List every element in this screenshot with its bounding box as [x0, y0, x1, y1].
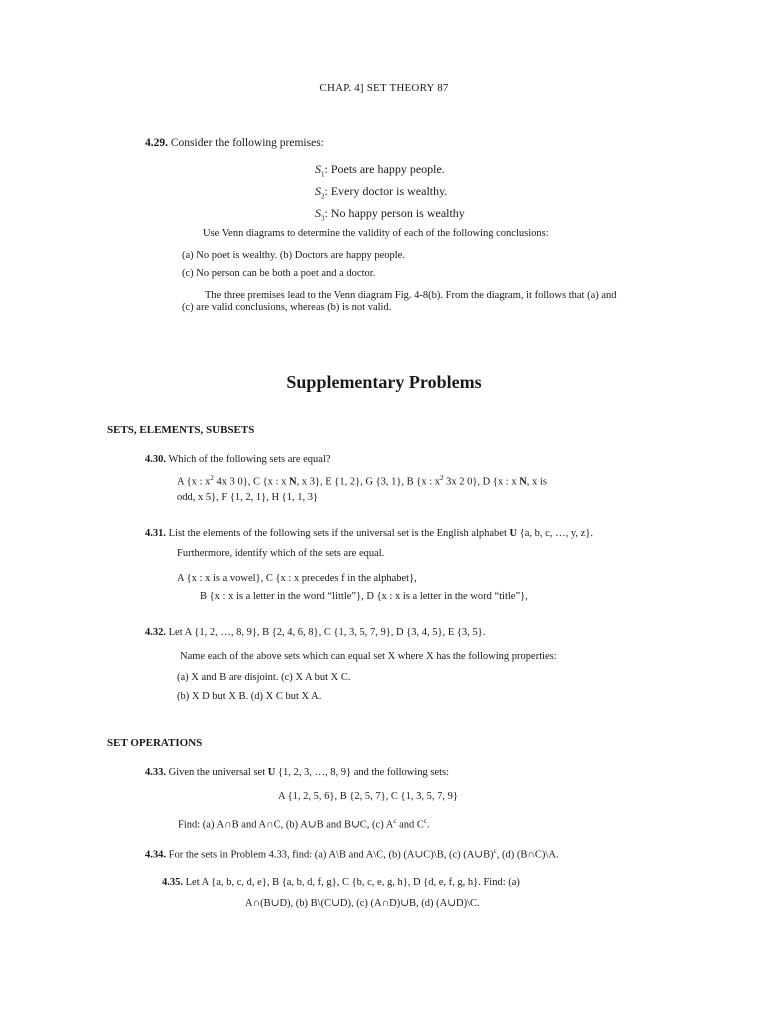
- superscript: 2: [210, 474, 214, 482]
- problem-4-34: [145, 847, 559, 861]
- supplementary-title: Supplementary Problems: [286, 372, 482, 392]
- premise-label: S: [315, 162, 321, 176]
- furthermore-line: Furthermore, identify which of the sets are equal.: [177, 548, 385, 559]
- premise-label: S: [315, 184, 321, 198]
- problem-4-31: [145, 528, 593, 539]
- sets-line-1: [177, 474, 547, 488]
- problem-number: 4.29.: [145, 137, 168, 149]
- universal-set-symbol: U: [509, 528, 518, 539]
- superscript: 2: [439, 474, 444, 482]
- properties-b-d: (b) X D but X B. (d) X C but X A.: [177, 691, 322, 702]
- set-text: , x 3}, E {1, 2}, G {3, 1}, B {x : x: [296, 476, 440, 488]
- set-text: , x is: [526, 476, 547, 488]
- problem-text: Given the universal set: [168, 767, 268, 778]
- problem-text: Let A {a, b, c, d, e}, B {a, b, d, f, g}, C {b, c, e, g, h}, D {d, e, f, g, h}. Find: (a): [185, 877, 520, 888]
- premise-text: : Every doctor is wealthy.: [324, 184, 448, 198]
- section-heading-sets: SETS, ELEMENTS, SUBSETS: [107, 424, 255, 436]
- premise-label: S: [315, 206, 321, 220]
- problem-number: 4.31.: [145, 528, 166, 539]
- conclusions-ab: (a) No poet is wealthy. (b) Doctors are happy people.: [182, 250, 405, 261]
- natural-numbers-symbol: N: [519, 476, 527, 488]
- problem-text: {a, b, c, …, y, z}.: [517, 528, 593, 539]
- set-text: 3x 2 0}, D {x : x: [443, 476, 520, 488]
- problem-text: {1, 2, 3, …, 8, 9} and the following sets:: [275, 767, 450, 778]
- complement-superscript: c: [493, 847, 497, 855]
- problem-text: For the sets in Problem 4.33, find: (a) A\B and A\C, (b) (A∪C)\B, (c) (A∪B): [168, 849, 494, 861]
- premise-text: : Poets are happy people.: [324, 162, 445, 176]
- problem-number: 4.33.: [145, 767, 166, 778]
- conclusion-c: (c) No person can be both a poet and a doctor.: [182, 268, 376, 279]
- problem-4-35: [162, 877, 520, 888]
- universal-set-symbol: U: [267, 767, 276, 778]
- problem-text: , (d) (B∩C)\A.: [496, 849, 559, 861]
- find-line: [178, 817, 430, 831]
- sets-line-2: odd, x 5}, F {1, 2, 1}, H {1, 1, 3}: [177, 492, 318, 503]
- premise-s2: [315, 184, 447, 200]
- properties-a-c: (a) X and B are disjoint. (c) X A but X C.: [177, 672, 351, 683]
- problem-number: 4.32.: [145, 627, 166, 638]
- premise-s1: [315, 162, 445, 178]
- problem-number: 4.34.: [145, 849, 166, 861]
- premise-subscript: 2: [321, 192, 325, 201]
- premise-text: : No happy person is wealthy: [324, 206, 465, 220]
- problem-4-29-intro: [145, 137, 324, 149]
- natural-numbers-symbol: N: [288, 476, 297, 488]
- name-sets-line: Name each of the above sets which can equal set X where X has the following properties:: [180, 651, 557, 662]
- sets-b-d: B {x : x is a letter in the word “little”}, D {x : x is a letter in the word “title”},: [200, 591, 528, 602]
- complement-superscript: c: [423, 817, 427, 825]
- find-text: .: [426, 819, 430, 831]
- set-text: 4x 3 0}, C {x : x: [213, 476, 289, 488]
- problem-4-32: [145, 627, 485, 638]
- find-text: Find: (a) A∩B and A∩C, (b) A∪B and B∪C, (c) A: [178, 819, 394, 831]
- problem-4-33: [145, 767, 449, 778]
- problem-text: List the elements of the following sets if the universal set is the English alphabet: [168, 528, 510, 539]
- venn-instruction: Use Venn diagrams to determine the validity of each of the following conclusions:: [203, 228, 549, 239]
- given-sets-line: A {1, 2, 5, 6}, B {2, 5, 7}, C {1, 3, 5, 7, 9}: [278, 791, 458, 802]
- answer-line-1: The three premises lead to the Venn diagram Fig. 4-8(b). From the diagram, it follows that (a) and: [205, 290, 617, 301]
- page-header: CHAP. 4] SET THEORY 87: [319, 82, 449, 94]
- premise-s3: [315, 206, 465, 222]
- problem-4-30: [145, 454, 331, 465]
- find-text: and C: [396, 819, 424, 831]
- problem-4-35-line-2: A∩(B∪D), (b) B\(C∪D), (c) (A∩D)∪B, (d) (A∪D)\C.: [245, 898, 480, 909]
- problem-text: Consider the following premises:: [170, 137, 324, 149]
- sets-a-c: A {x : x is a vowel}, C {x : x precedes f in the alphabet},: [177, 573, 417, 584]
- problem-number: 4.30.: [145, 454, 166, 465]
- set-text: A {x : x: [177, 476, 211, 488]
- premise-subscript: 3: [321, 214, 325, 223]
- problem-text: Which of the following sets are equal?: [168, 454, 331, 465]
- problem-text: Let A {1, 2, …, 8, 9}, B {2, 4, 6, 8}, C {1, 3, 5, 7, 9}, D {3, 4, 5}, E {3, 5}.: [168, 627, 486, 638]
- section-heading-operations: SET OPERATIONS: [107, 737, 203, 749]
- premise-subscript: 1: [321, 170, 325, 179]
- answer-line-2: (c) are valid conclusions, whereas (b) is not valid.: [182, 302, 392, 313]
- problem-number: 4.35.: [162, 877, 183, 888]
- complement-superscript: c: [393, 817, 397, 825]
